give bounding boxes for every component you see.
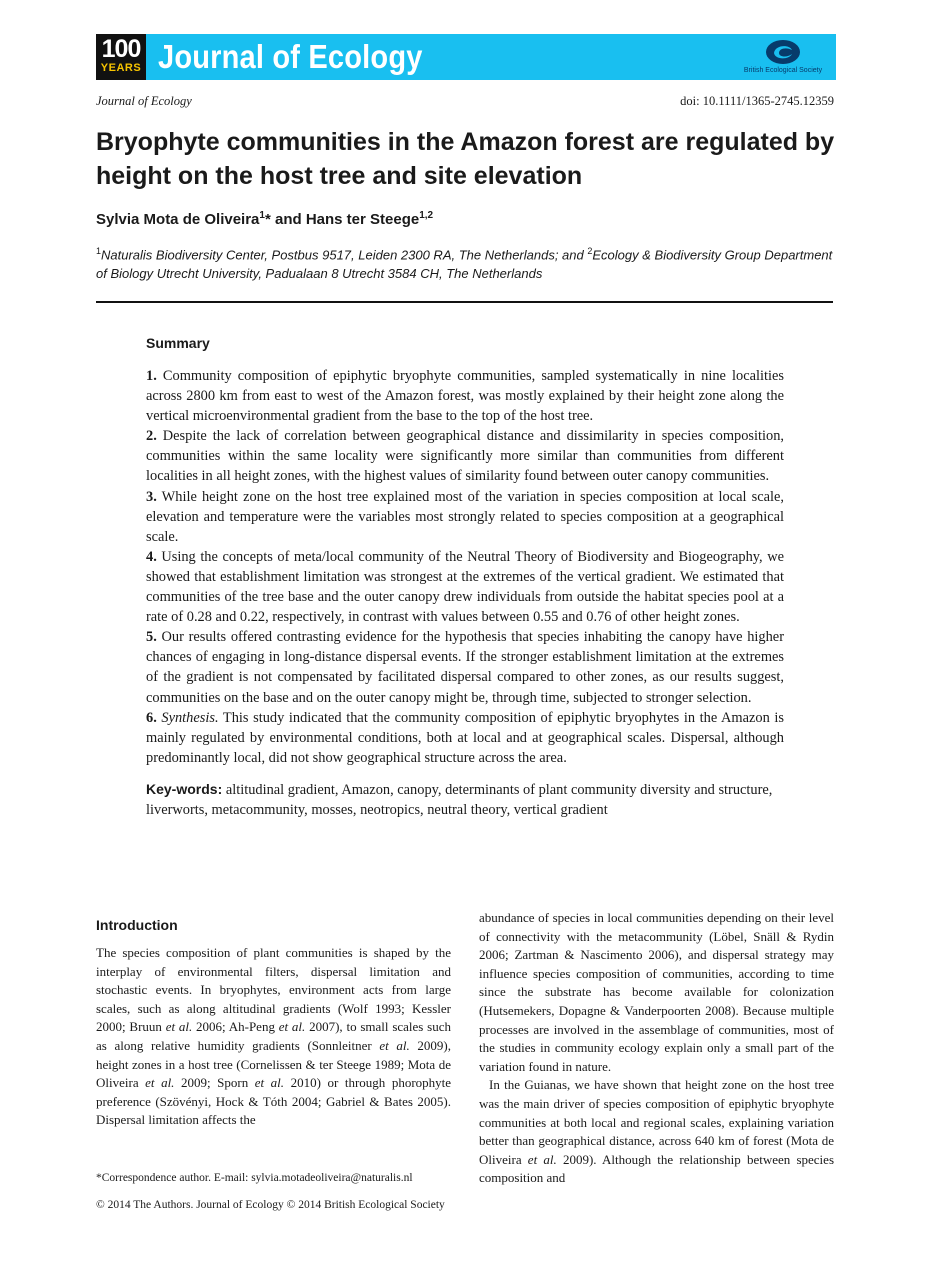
journal-name: Journal of Ecology: [158, 38, 423, 75]
author-name: Hans ter Steege: [305, 211, 420, 228]
item-number: 1.: [146, 368, 157, 384]
item-text: This study indicated that the community composition of epiphytic bryophytes in the Amazon is mainly regulated by environmental conditions, both at local and at geographical scales. Dispersal, although predominantly local, did not show geographical structure across the area.: [146, 709, 784, 766]
body-paragraph: abundance of species in local communities depending on their level of connectivity with the metacommunity (Löbel, Snäll & Rydin 2006; Zartman & Nascimento 2006), and dispersal strategy may influence species composition of communities, according to time since the substrate has become available for colonization (Hutsemekers, Dopagne & Vanderpoorten 2008). Because multiple processes are involved in the assemblage of communities, most of the studies in community ecology explain only a small part of the variation found in nature.: [479, 910, 834, 1074]
text-run: The species composition of plant communities is shaped by the interplay of environmental filters, dispersal limitation and stochastic events. In bryophytes, environment acts from large scales, such as along altitudinal gradients (Wolf 1993; Kessler 2000; Bruun: [96, 945, 451, 1035]
body-column-left: [96, 917, 451, 1130]
affiliation-text: Naturalis Biodiversity Center, Postbus 9517, Leiden 2300 RA, The Netherlands; and: [101, 247, 588, 263]
summary-heading: Summary: [146, 335, 210, 351]
keywords: [146, 779, 784, 820]
item-text: Despite the lack of correlation between geographical distance and dissimilarity in species composition, communities within the same locality were significantly more similar than communities from different localities in all height zones, with the highest values of similarity found between outer canopy communities.: [146, 428, 784, 485]
body-paragraph: [479, 1076, 834, 1188]
text-run: 2009), height zones in a host tree (Cornelissen & ter Steege 1989; Mota de Oliveira: [96, 1037, 451, 1091]
text-run: 2009). Although the relationship between species composition and: [479, 1151, 835, 1186]
summary-item: [146, 708, 784, 768]
item-number: 6.: [146, 709, 157, 726]
affiliation-text: Ecology & Biodiversity Group Department of Biology Utrecht University, Padualaan 8 Utrecht 3584 CH, The Netherlands: [96, 247, 833, 282]
society-swirl-icon: [763, 38, 803, 66]
item-text: Community composition of epiphytic bryophyte communities, sampled systematically in nine localities across 2800 km from east to west of the Amazon forest, was mostly explained by their height zone along the vertical microenvironmental gradient from the base to the top of the host tree.: [146, 368, 784, 425]
etal-run: et al.: [254, 1075, 285, 1091]
etal-run: et al.: [379, 1037, 410, 1053]
text-run: 2006; Ah-Peng: [192, 1019, 279, 1035]
text-run: 2009; Sporn: [174, 1075, 255, 1091]
affiliation-number: 1: [96, 246, 102, 256]
running-head-doi: doi: 10.1111/1365-2745.12359: [680, 94, 834, 108]
author-name: Sylvia Mota de Oliveira: [96, 211, 260, 228]
summary-item: [146, 627, 784, 707]
item-text: While height zone on the host tree explained most of the variation in species composition at local scale, elevation and temperature were the variables most strongly related to species composition at a geographical scale.: [146, 488, 784, 545]
etal-run: et al.: [278, 1019, 306, 1035]
item-number: 4.: [146, 548, 157, 565]
affiliation-marker: 1,2: [419, 210, 434, 221]
author-line: [96, 210, 433, 228]
header-divider: [96, 301, 833, 303]
affiliation-marker: 1: [259, 210, 265, 221]
correspondence-footnote: *Correspondence author. E-mail: sylvia.motadeoliveira@naturalis.nl: [96, 1172, 413, 1184]
copyright-line: © 2014 The Authors. Journal of Ecology © 2014 British Ecological Society: [96, 1199, 445, 1211]
introduction-heading: Introduction: [96, 917, 178, 933]
etal-run: et al.: [165, 1019, 193, 1035]
keywords-list: altitudinal gradient, Amazon, canopy, determinants of plant community diversity and structure, liverworts, metacommunity, mosses, neotropics, neutral theory, vertical gradient: [146, 781, 773, 818]
affiliations: [96, 242, 836, 283]
text-run: 2010) or through phorophyte preference (Szövényi, Hock & Tóth 2004; Gabriel & Bates 2005). Dispersal limitation affects the: [96, 1075, 452, 1128]
correspondence-marker: *: [264, 211, 271, 228]
summary-item: [146, 366, 784, 426]
summary-section: [146, 335, 784, 820]
synthesis-label: Synthesis.: [161, 709, 219, 726]
text-run: In the Guianas, we have shown that height zone on the host tree was the main driver of species composition of epiphytic bryophyte communities at both local and regional scales, explaining variation better than geographical distance, across 640 km of forest (Mota de Oliveira: [479, 1077, 834, 1167]
badge-label: YEARS: [100, 62, 142, 74]
author-conjunction: and: [270, 211, 306, 228]
running-head-journal: Journal of Ecology: [96, 94, 192, 108]
body-paragraph: [96, 944, 451, 1130]
body-column-right: [479, 909, 834, 1188]
etal-run: et al.: [145, 1075, 175, 1091]
summary-item: [146, 487, 784, 547]
text-run: 2007), to small scales such as along relative humidity gradients (Sonnleitner: [96, 1019, 451, 1053]
etal-run: et al.: [527, 1151, 557, 1167]
centenary-badge: [96, 34, 146, 80]
society-logo-text: British Ecological Society: [743, 67, 823, 74]
affiliation-number: 2: [587, 246, 593, 256]
item-number: 3.: [146, 488, 157, 505]
article-title: Bryophyte communities in the Amazon forest are regulated by height on the host tree and site elevation: [96, 128, 835, 190]
badge-number: 100: [101, 35, 141, 63]
item-number: 5.: [146, 629, 157, 646]
society-logo: [738, 38, 828, 78]
summary-item: [146, 426, 784, 486]
journal-banner: [96, 34, 836, 80]
item-text: Our results offered contrasting evidence for the hypothesis that species inhabiting the canopy have higher chances of engaging in long-distance dispersal events. If the stronger establishment limitation at the extremes of the gradient is not compensated by facilitated dispersal compared to other zones, as our results suggest, communities on the base and on the outer canopy might be, through time, subjected to stronger selection.: [146, 629, 784, 706]
item-number: 2.: [146, 428, 157, 445]
keywords-label: Key-words:: [146, 780, 223, 797]
item-text: Using the concepts of meta/local community of the Neutral Theory of Biodiversity and Biogeography, we showed that establishment limitation was strongest at the extremes of the vertical gradient. We estimated that communities of the tree base and the outer canopy drew individuals from outside the habitat species pool at a rate of 0.28 and 0.22, respectively, in contrast with values between 0.55 and 0.76 of other height zones.: [146, 548, 784, 626]
summary-item: [146, 547, 784, 627]
